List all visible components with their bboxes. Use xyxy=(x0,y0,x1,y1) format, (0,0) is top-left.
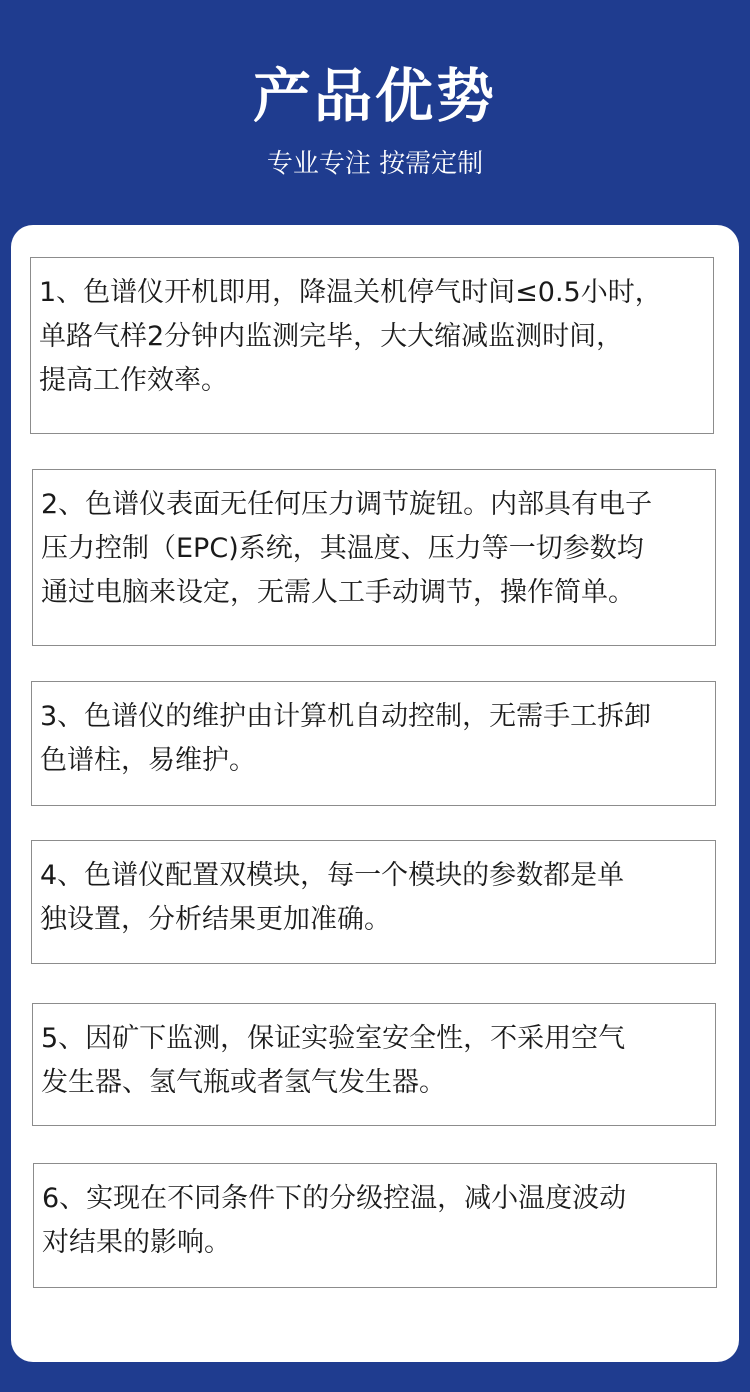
advantage-item-text: 2、色谱仪表面无任何压力调节旋钮。内部具有电子 压力控制（EPC)系统，其温度、压力等一切参数均 通过电脑来设定，无需人工手动调节，操作简单。 xyxy=(41,489,653,608)
advantage-item-3 xyxy=(31,681,716,806)
advantage-item-6 xyxy=(33,1163,717,1288)
advantage-item-text: 5、因矿下监测，保证实验室安全性，不采用空气 发生器、氢气瓶或者氢气发生器。 xyxy=(41,1023,626,1098)
advantage-item-5 xyxy=(32,1003,716,1126)
header-banner xyxy=(0,0,750,225)
advantage-item-text: 1、色谱仪开机即用，降温关机停气时间≤0.5小时， 单路气样2分钟内监测完毕，大大缩减监测时间， 提高工作效率。 xyxy=(39,277,662,396)
page-subtitle: 专业专注 按需定制 xyxy=(266,149,484,179)
advantage-item-1 xyxy=(30,257,714,434)
advantage-item-2 xyxy=(32,469,716,646)
advantage-item-text: 6、实现在不同条件下的分级控温，减小温度波动 对结果的影响。 xyxy=(42,1183,627,1258)
advantage-item-4 xyxy=(31,840,716,964)
page-title: 产品优势 xyxy=(252,62,497,130)
advantage-item-text: 3、色谱仪的维护由计算机自动控制，无需手工拆卸 色谱柱，易维护。 xyxy=(40,701,652,776)
advantage-item-text: 4、色谱仪配置双模块，每一个模块的参数都是单 独设置，分析结果更加准确。 xyxy=(40,860,625,935)
